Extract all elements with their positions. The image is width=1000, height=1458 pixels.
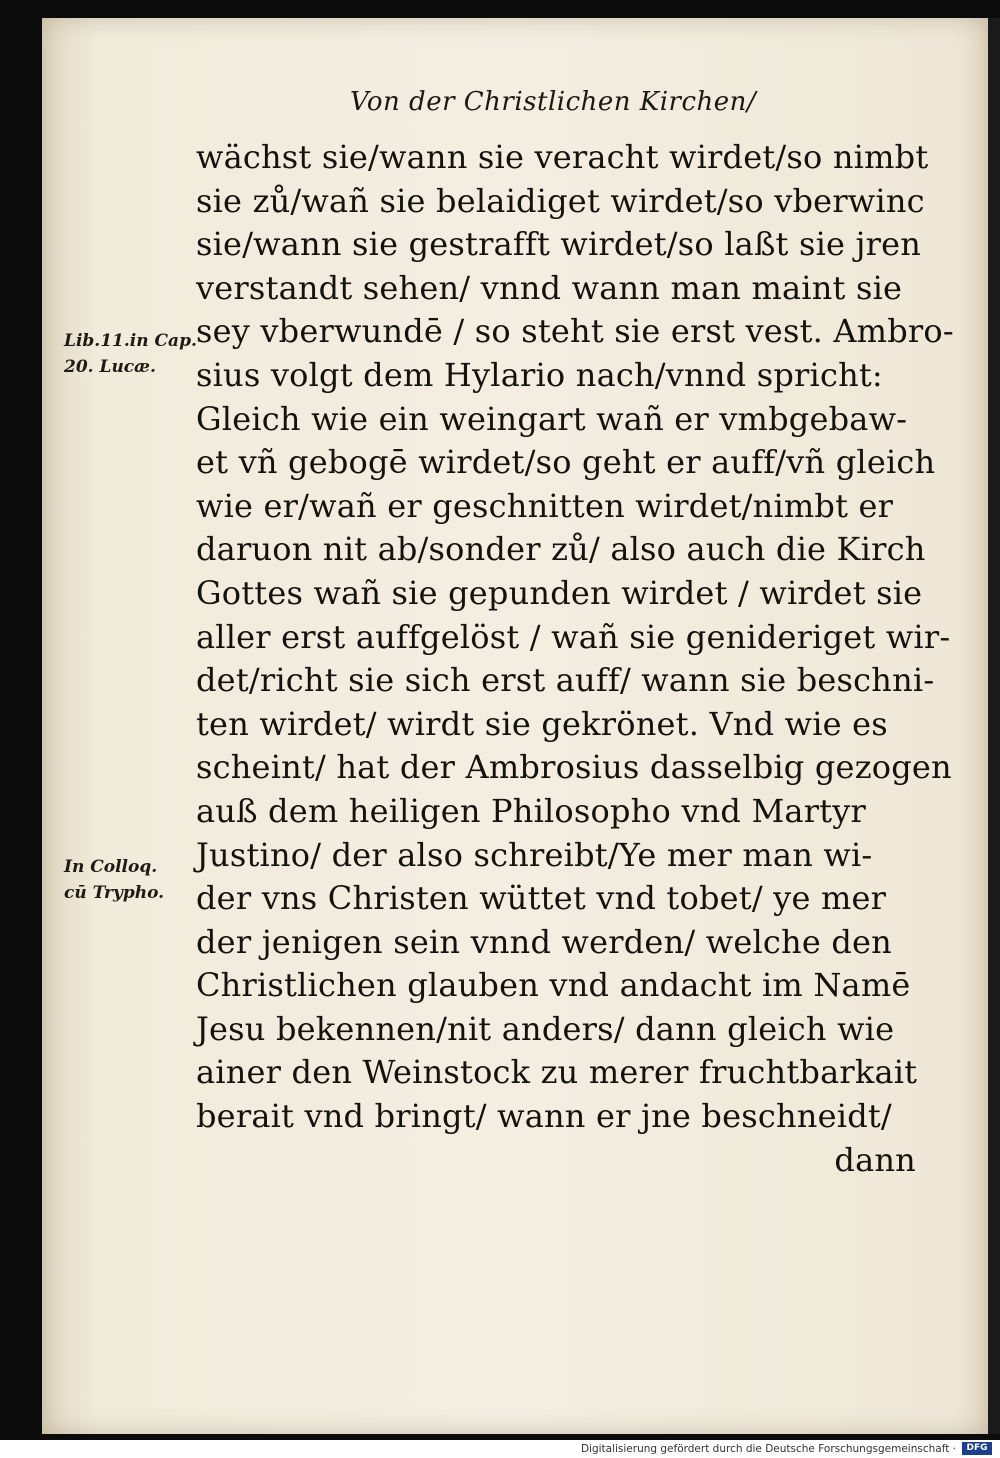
running-head: Von der Christlichen Kirchen/ [350, 87, 757, 117]
text-line: sey vberwundē / so steht sie erst vest. Ambro- [196, 312, 954, 351]
catchword: dann [834, 1140, 916, 1179]
text-line: Gleich wie ein weingart wañ er vmbgebaw- [196, 399, 908, 438]
text-line: verstandt sehen/ vnnd wann man maint sie [196, 268, 903, 307]
margin-note-line: Lib.11.in Cap. [64, 331, 197, 351]
text-line: et vñ gebogē wirdet/so geht er auff/vñ gleich [196, 443, 936, 482]
text-line: Justino/ der also schreibt/Ye mer man wi- [196, 835, 873, 874]
funding-credit: Digitalisierung gefördert durch die Deutsche Forschungsgemeinschaft · [580, 1443, 956, 1455]
text-line: Jesu bekennen/nit anders/ dann gleich wie [196, 1009, 895, 1048]
text-line: auß dem heiligen Philosopho vnd Martyr [196, 791, 867, 830]
text-line: det/richt sie sich erst auff/ wann sie beschni- [196, 661, 935, 700]
text-line: ten wirdet/ wirdt sie gekrönet. Vnd wie es [196, 704, 888, 743]
margin-note-line: cū Trypho. [64, 883, 165, 903]
text-line: scheint/ hat der Ambrosius dasselbig gezogen [196, 748, 952, 787]
margin-note-1 [64, 328, 204, 380]
dfg-logo-icon: DFG [962, 1442, 992, 1455]
page-gutter [988, 18, 1000, 1434]
text-line: aller erst auffgelöst / wañ sie genideriget wir- [196, 617, 951, 656]
text-line: berait vnd bringt/ wann er jne beschneidt/ [196, 1097, 892, 1136]
text-line: wie er/wañ er geschnitten wirdet/nimbt er [196, 486, 894, 525]
text-line: daruon nit ab/sonder zů/ also auch die Kirch [196, 530, 926, 569]
body-text [196, 136, 954, 1186]
margin-note-line: 20. Lucæ. [64, 357, 156, 377]
text-line: Gottes wañ sie gepunden wirdet / wirdet sie [196, 573, 923, 612]
text-line: sie/wann sie gestrafft wirdet/so laßt sie jren [196, 225, 922, 264]
margin-note-2 [64, 854, 204, 906]
text-line: der vns Christen wüttet vnd tobet/ ye mer [196, 879, 887, 918]
text-line: sius volgt dem Hylario nach/vnnd spricht: [196, 355, 883, 394]
text-line: der jenigen sein vnnd werden/ welche den [196, 922, 892, 961]
text-line: ainer den Weinstock zu merer fruchtbarkait [196, 1053, 918, 1092]
text-line: sie zů/wañ sie belaidiget wirdet/so vberwinc [196, 181, 925, 220]
text-line: Christlichen glauben vnd andacht im Namē [196, 966, 911, 1005]
text-line: wächst sie/wann sie veracht wirdet/so nimbt [196, 138, 929, 176]
margin-note-line: In Colloq. [64, 857, 158, 877]
